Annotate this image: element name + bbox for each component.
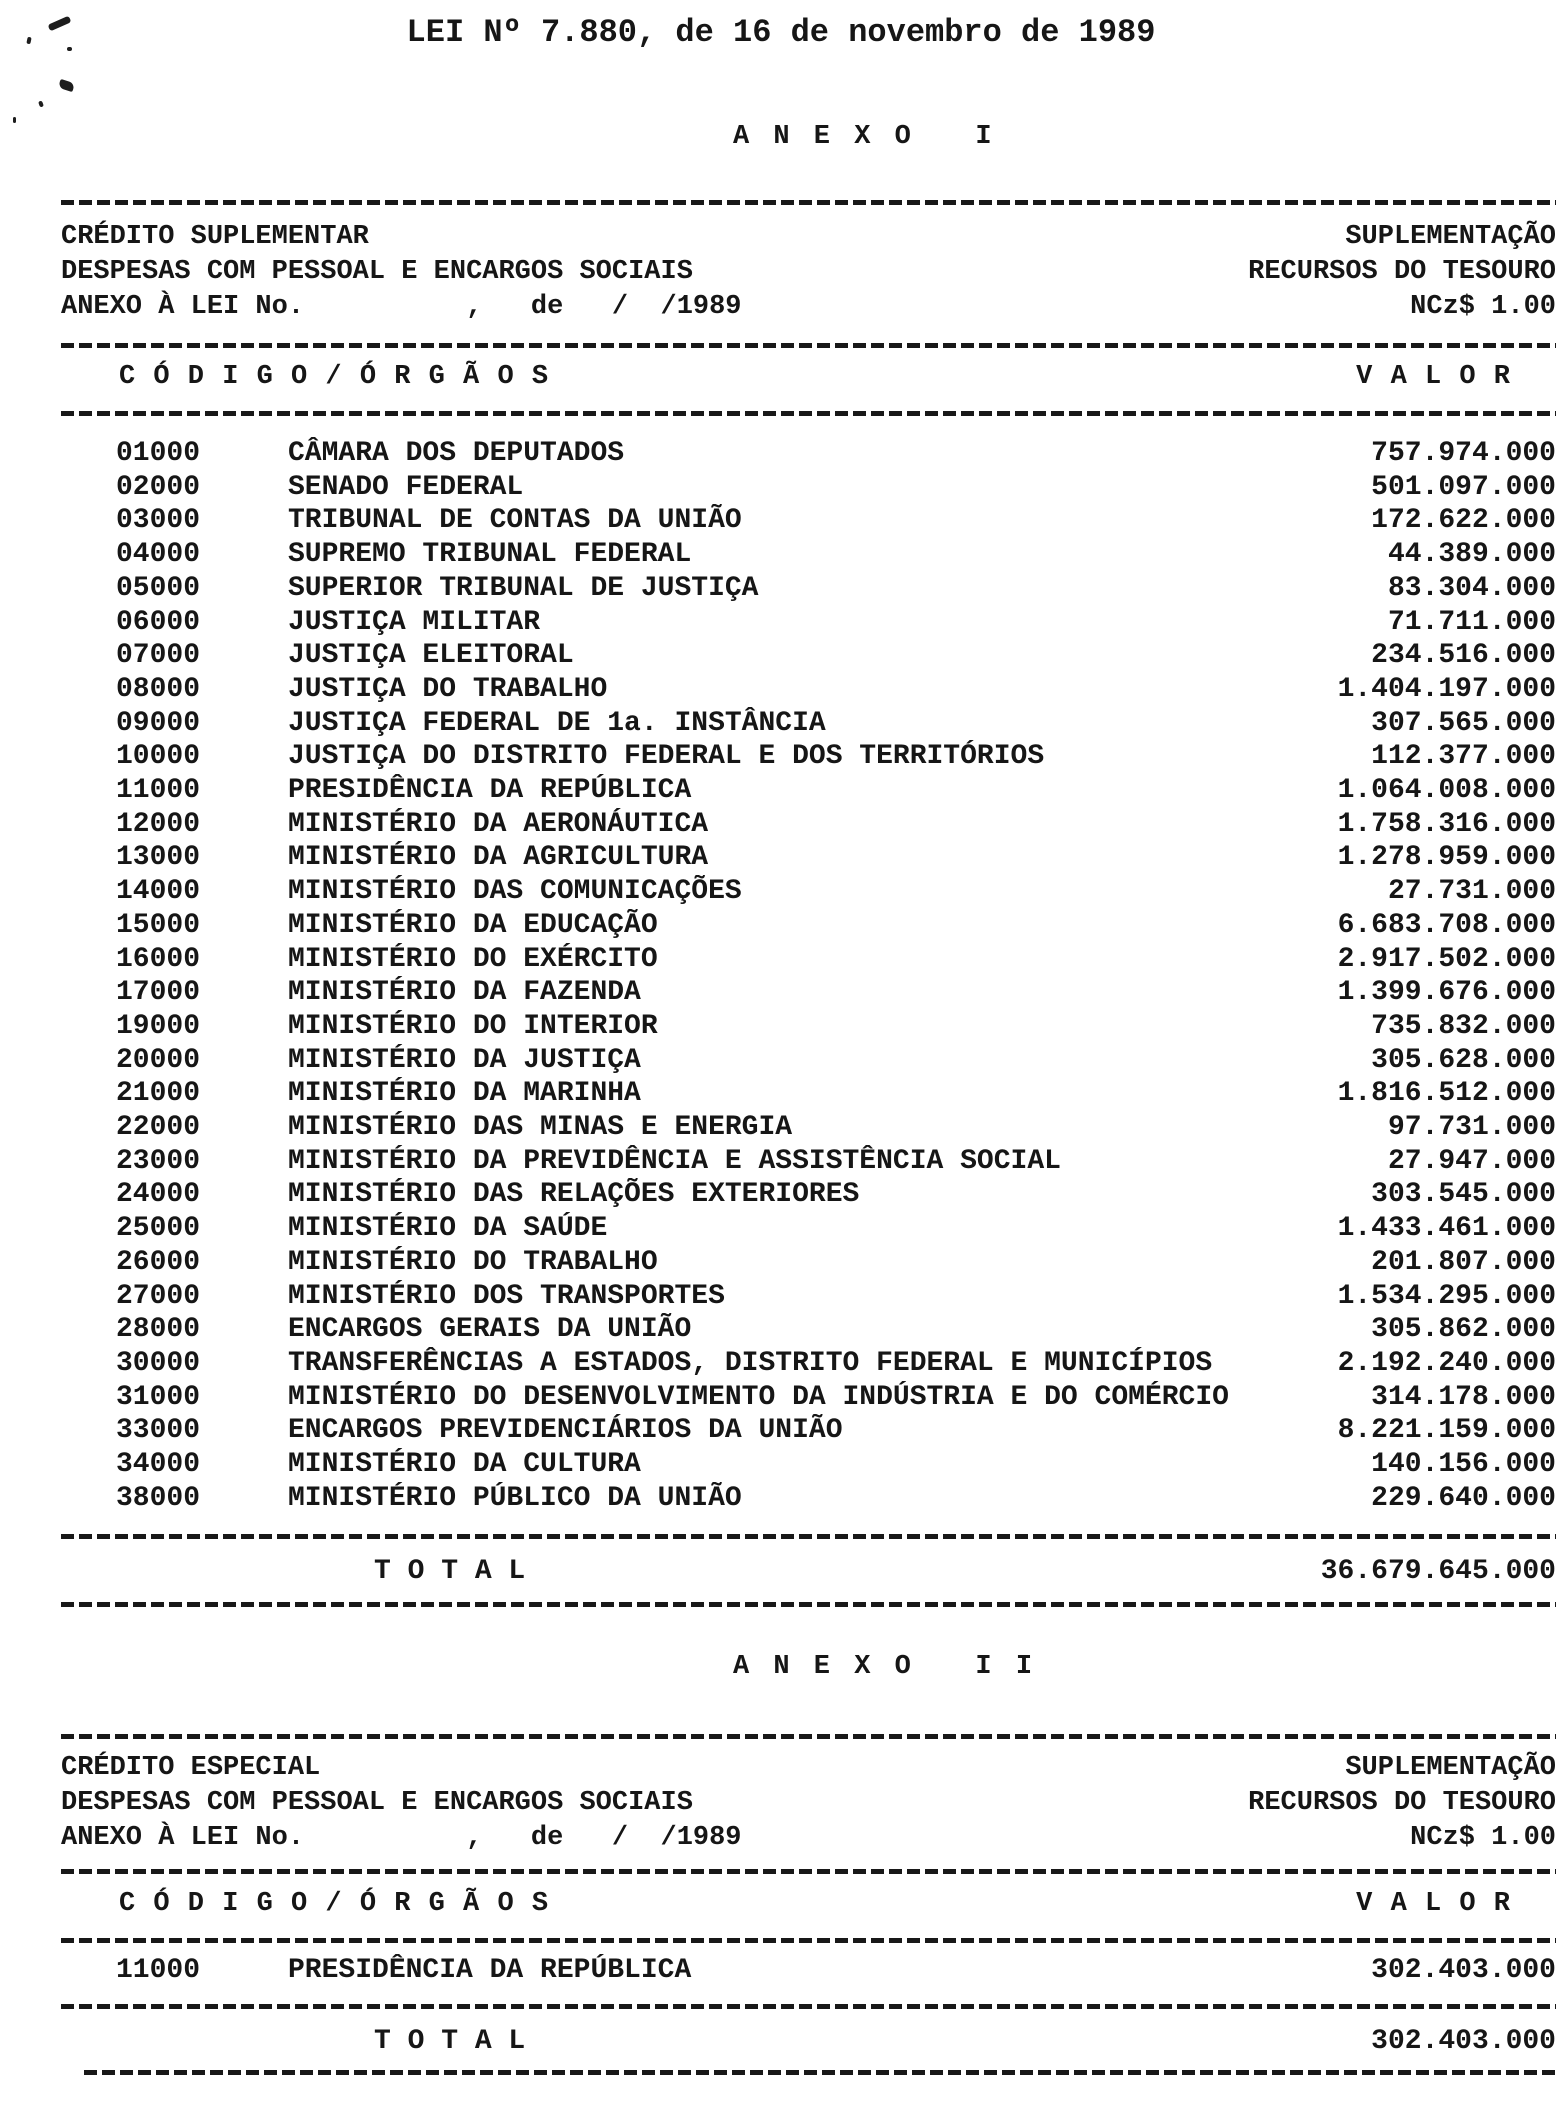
row-name: PRESIDÊNCIA DA REPÚBLICA — [288, 1955, 692, 1986]
table-row — [61, 1145, 1556, 1179]
divider — [61, 1734, 1556, 1739]
divider — [61, 1938, 1556, 1943]
table-row — [61, 1381, 1556, 1415]
anexo1-expense-line: DESPESAS COM PESSOAL E ENCARGOS SOCIAIS — [61, 257, 693, 287]
row-name: MINISTÉRIO DA EDUCAÇÃO — [288, 909, 658, 941]
row-name: MINISTÉRIO DO EXÉRCITO — [288, 943, 658, 975]
row-value: 2.917.502.000 — [1337, 943, 1556, 975]
divider — [61, 1534, 1556, 1539]
row-value: 1.064.008.000 — [1337, 775, 1556, 807]
table-row — [61, 1077, 1556, 1111]
table-row — [61, 639, 1556, 673]
row-value: 140.156.000 — [1371, 1449, 1556, 1481]
table-row — [61, 740, 1556, 774]
table-row — [61, 909, 1556, 943]
anexo1-resource-source: RECURSOS DO TESOURO — [1248, 257, 1556, 287]
anexo2-total-label: T O T A L — [374, 2026, 526, 2057]
row-value: 8.221.159.000 — [1337, 1415, 1556, 1447]
table-row — [61, 1448, 1556, 1482]
table-row — [61, 1111, 1556, 1145]
row-name: SUPERIOR TRIBUNAL DE JUSTIÇA — [288, 572, 759, 604]
row-name: ENCARGOS GERAIS DA UNIÃO — [288, 1314, 692, 1346]
table-row — [61, 606, 1556, 640]
table-row — [61, 673, 1556, 707]
table-row — [61, 1347, 1556, 1381]
row-name: ENCARGOS PREVIDENCIÁRIOS DA UNIÃO — [288, 1415, 843, 1447]
anexo2-resource-source: RECURSOS DO TESOURO — [1248, 1788, 1556, 1818]
divider — [61, 411, 1556, 416]
anexo2-col-codigo-orgaos: C Ó D I G O / Ó R G Ã O S — [119, 1889, 550, 1919]
row-code: 17000 — [116, 977, 201, 1009]
divider — [61, 1869, 1556, 1874]
row-code: 05000 — [116, 572, 201, 604]
row-name: JUSTIÇA FEDERAL DE 1a. INSTÂNCIA — [288, 707, 826, 739]
row-value: 1.816.512.000 — [1337, 1078, 1556, 1110]
row-name: JUSTIÇA ELEITORAL — [288, 640, 574, 672]
anexo1-annex-ref: ANEXO À LEI No. , de / /1989 — [61, 292, 742, 322]
anexo2-table — [61, 1954, 1556, 1988]
row-name: MINISTÉRIO DO TRABALHO — [288, 1246, 658, 1278]
anexo1-col-valor: V A L O R — [1356, 362, 1511, 392]
row-value: 71.711.000 — [1387, 606, 1556, 638]
anexo2-credit-type: CRÉDITO ESPECIAL — [61, 1753, 321, 1783]
row-value: 1.278.959.000 — [1337, 842, 1556, 874]
table-row — [61, 1280, 1556, 1314]
row-value: 229.640.000 — [1371, 1482, 1556, 1514]
row-value: 307.565.000 — [1371, 707, 1556, 739]
row-value: 97.731.000 — [1387, 1112, 1556, 1144]
row-code: 23000 — [116, 1145, 201, 1177]
anexo1-table — [61, 437, 1556, 1516]
row-name: MINISTÉRIO DA JUSTIÇA — [288, 1044, 641, 1076]
law-title: LEI Nº 7.880, de 16 de novembro de 1989 — [406, 14, 1156, 51]
row-value: 1.433.461.000 — [1337, 1213, 1556, 1245]
row-code: 27000 — [116, 1280, 201, 1312]
row-code: 33000 — [116, 1415, 201, 1447]
row-name: MINISTÉRIO DAS MINAS E ENERGIA — [288, 1112, 793, 1144]
row-value: 172.622.000 — [1371, 505, 1556, 537]
row-code: 34000 — [116, 1449, 201, 1481]
row-name: MINISTÉRIO DA SAÚDE — [288, 1213, 608, 1245]
anexo1-currency-note: NCz$ 1.00 — [1410, 292, 1556, 322]
table-row — [61, 538, 1556, 572]
row-value: 735.832.000 — [1371, 1010, 1556, 1042]
row-name: MINISTÉRIO DAS COMUNICAÇÕES — [288, 876, 742, 908]
row-value: 314.178.000 — [1371, 1381, 1556, 1413]
row-value: 305.628.000 — [1371, 1044, 1556, 1076]
row-name: CÂMARA DOS DEPUTADOS — [288, 438, 625, 469]
row-code: 11000 — [116, 1955, 201, 1986]
row-name: MINISTÉRIO DA MARINHA — [288, 1078, 641, 1110]
table-row — [61, 875, 1556, 909]
row-code: 24000 — [116, 1179, 201, 1211]
row-name: JUSTIÇA MILITAR — [288, 606, 541, 638]
table-row — [61, 1212, 1556, 1246]
row-value: 501.097.000 — [1371, 471, 1556, 503]
row-name: JUSTIÇA DO TRABALHO — [288, 673, 608, 705]
row-name: MINISTÉRIO DA AERONÁUTICA — [288, 808, 709, 840]
row-name: TRIBUNAL DE CONTAS DA UNIÃO — [288, 505, 742, 537]
anexo1-total-label: T O T A L — [374, 1556, 526, 1587]
row-value: 1.534.295.000 — [1337, 1280, 1556, 1312]
table-row — [61, 1178, 1556, 1212]
row-code: 15000 — [116, 909, 201, 941]
row-code: 28000 — [116, 1314, 201, 1346]
row-name: MINISTÉRIO DA FAZENDA — [288, 977, 641, 1009]
row-value: 27.947.000 — [1387, 1145, 1556, 1177]
row-code: 26000 — [116, 1246, 201, 1278]
row-code: 02000 — [116, 471, 201, 503]
table-row — [61, 943, 1556, 977]
divider — [61, 1602, 1556, 1607]
row-name: SENADO FEDERAL — [288, 471, 524, 503]
row-name: MINISTÉRIO DAS RELAÇÕES EXTERIORES — [288, 1179, 860, 1211]
row-name: SUPREMO TRIBUNAL FEDERAL — [288, 539, 692, 571]
ink-speck — [58, 79, 75, 92]
row-code: 08000 — [116, 673, 201, 705]
row-code: 07000 — [116, 640, 201, 672]
row-code: 01000 — [116, 438, 201, 469]
row-value: 2.192.240.000 — [1337, 1347, 1556, 1379]
table-row — [61, 1044, 1556, 1078]
table-row — [61, 1246, 1556, 1280]
row-code: 16000 — [116, 943, 201, 975]
row-code: 14000 — [116, 876, 201, 908]
row-name: PRESIDÊNCIA DA REPÚBLICA — [288, 775, 692, 807]
row-code: 04000 — [116, 539, 201, 571]
ink-speck — [13, 117, 16, 123]
row-code: 13000 — [116, 842, 201, 874]
table-row — [61, 471, 1556, 505]
divider — [61, 343, 1556, 348]
anexo1-total-value: 36.679.645.000 — [1320, 1556, 1556, 1587]
table-row — [61, 976, 1556, 1010]
row-code: 25000 — [116, 1213, 201, 1245]
row-value: 757.974.000 — [1371, 438, 1556, 469]
row-name: MINISTÉRIO DO DESENVOLVIMENTO DA INDÚSTRIA E DO COMÉRCIO — [288, 1381, 1229, 1413]
row-code: 21000 — [116, 1078, 201, 1110]
row-code: 19000 — [116, 1010, 201, 1042]
divider — [61, 2004, 1556, 2009]
row-value: 112.377.000 — [1371, 741, 1556, 773]
row-name: JUSTIÇA DO DISTRITO FEDERAL E DOS TERRITÓRIOS — [288, 741, 1045, 773]
row-code: 12000 — [116, 808, 201, 840]
row-name: MINISTÉRIO PÚBLICO DA UNIÃO — [288, 1482, 742, 1514]
row-value: 234.516.000 — [1371, 640, 1556, 672]
anexo2-supplement-type: SUPLEMENTAÇÃO — [1345, 1753, 1556, 1783]
row-code: 30000 — [116, 1347, 201, 1379]
table-row — [61, 504, 1556, 538]
row-code: 06000 — [116, 606, 201, 638]
row-code: 09000 — [116, 707, 201, 739]
table-row — [61, 1414, 1556, 1448]
table-row — [61, 707, 1556, 741]
anexo2-expense-line: DESPESAS COM PESSOAL E ENCARGOS SOCIAIS — [61, 1788, 693, 1818]
divider — [61, 200, 1556, 205]
ink-speck — [38, 100, 44, 107]
row-value: 305.862.000 — [1371, 1314, 1556, 1346]
row-value: 1.399.676.000 — [1337, 977, 1556, 1009]
table-row — [61, 1313, 1556, 1347]
table-row — [61, 1482, 1556, 1516]
row-value: 6.683.708.000 — [1337, 909, 1556, 941]
row-code: 03000 — [116, 505, 201, 537]
row-code: 38000 — [116, 1482, 201, 1514]
anexo2-title: A N E X O I I — [733, 1652, 1037, 1682]
row-name: TRANSFERÊNCIAS A ESTADOS, DISTRITO FEDERAL E MUNICÍPIOS — [288, 1347, 1213, 1379]
row-value: 303.545.000 — [1371, 1179, 1556, 1211]
row-name: MINISTÉRIO DO INTERIOR — [288, 1010, 658, 1042]
row-value: 1.404.197.000 — [1337, 673, 1556, 705]
row-code: 11000 — [116, 775, 201, 807]
row-value: 201.807.000 — [1371, 1246, 1556, 1278]
row-code: 22000 — [116, 1112, 201, 1144]
anexo1-col-codigo-orgaos: C Ó D I G O / Ó R G Ã O S — [119, 362, 550, 392]
row-code: 31000 — [116, 1381, 201, 1413]
divider — [84, 2070, 1556, 2075]
table-row — [61, 841, 1556, 875]
row-name: MINISTÉRIO DA PREVIDÊNCIA E ASSISTÊNCIA SOCIAL — [288, 1145, 1061, 1177]
table-row — [61, 572, 1556, 606]
table-row — [61, 1954, 1556, 1988]
row-code: 20000 — [116, 1044, 201, 1076]
anexo2-currency-note: NCz$ 1.00 — [1410, 1823, 1556, 1853]
anexo1-credit-type: CRÉDITO SUPLEMENTAR — [61, 222, 369, 252]
row-code: 10000 — [116, 741, 201, 773]
row-name: MINISTÉRIO DOS TRANSPORTES — [288, 1280, 725, 1312]
anexo2-annex-ref: ANEXO À LEI No. , de / /1989 — [61, 1823, 742, 1853]
row-value: 83.304.000 — [1387, 572, 1556, 604]
anexo2-col-valor: V A L O R — [1356, 1889, 1511, 1919]
row-name: MINISTÉRIO DA CULTURA — [288, 1449, 641, 1481]
table-row — [61, 774, 1556, 808]
anexo2-total-value: 302.403.000 — [1371, 2026, 1556, 2057]
row-name: MINISTÉRIO DA AGRICULTURA — [288, 842, 709, 874]
row-value: 44.389.000 — [1387, 539, 1556, 571]
anexo1-title: A N E X O I — [733, 122, 996, 152]
table-row — [61, 1010, 1556, 1044]
table-row — [61, 808, 1556, 842]
table-row — [61, 437, 1556, 471]
row-value: 302.403.000 — [1371, 1955, 1556, 1986]
row-value: 1.758.316.000 — [1337, 808, 1556, 840]
anexo1-supplement-type: SUPLEMENTAÇÃO — [1345, 222, 1556, 252]
row-value: 27.731.000 — [1387, 876, 1556, 908]
